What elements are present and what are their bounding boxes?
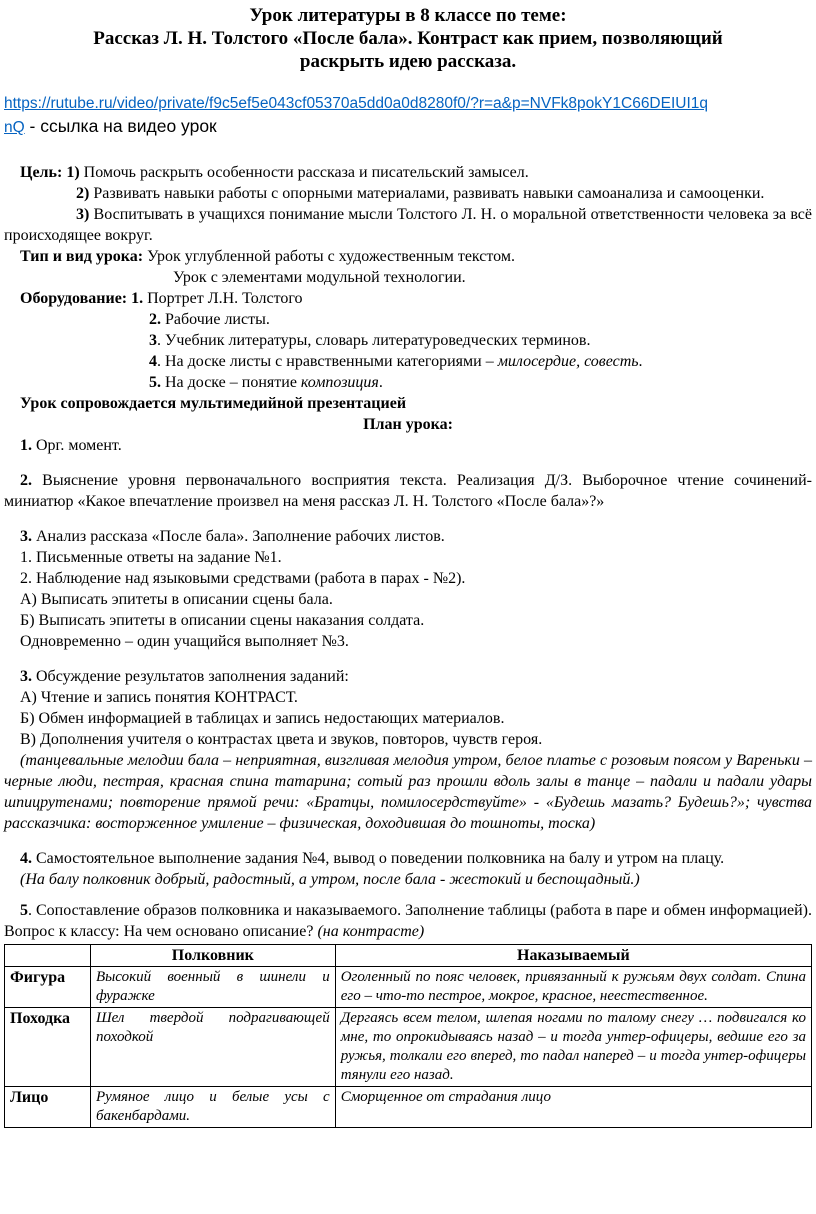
equipment-item-3: 3. Учебник литературы, словарь литературоведческих терминов. xyxy=(149,332,591,349)
colonel-cell: Высокий военный в шинели и фуражке xyxy=(90,967,335,1008)
plan-step-3-line: 2. Наблюдение над языковыми средствами (работа в парах - №2). xyxy=(20,570,466,587)
plan-step-3b: 3. Обсуждение результатов заполнения заданий: xyxy=(20,668,349,685)
punished-cell: Оголенный по пояс человек, привязанный к ружьям двух солдат. Спина его – что-то пестрое, мокрое, красное, неестественное. xyxy=(335,967,811,1008)
contrast-examples: (танцевальные мелодии бала – неприятная, визгливая мелодия утром, белое платье с розовым поясом у Вареньки – черные люди, пестрая, красная спина татарина; сотый раз прошли вдоль залы в танце – падали и падали удары шпицрутенами; повторение прямой речи: «Братцы, помилосердствуйте» - «Будешь мазать? Будешь?»; чувства рассказчика: восторженное умиление – физическая, доходившая до тошноты, тоска) xyxy=(4,752,812,832)
goal-1: Цель: 1) Помочь раскрыть особенности рассказа и писательский замысел. xyxy=(20,164,529,181)
plan-step-3-line: Б) Выписать эпитеты в описании сцены наказания солдата. xyxy=(20,612,425,629)
plan-step-5: 5. Сопоставление образов полковника и наказываемого. Заполнение таблицы (работа в паре и обмен информацией). Вопрос к классу: На чем основано описание? (на контрасте) xyxy=(4,902,812,940)
punished-cell: Сморщенное от страдания лицо xyxy=(335,1087,811,1128)
document-title xyxy=(4,4,812,73)
goal-3: 3) Воспитывать в учащихся понимание мысли Толстого Л. Н. о моральной ответственности человека за всё происходящее вокруг. xyxy=(4,206,812,244)
plan-step-1: 1. Орг. момент. xyxy=(20,437,122,454)
table-row xyxy=(5,1008,812,1087)
equipment-item-1: Оборудование: 1. Портрет Л.Н. Толстого xyxy=(20,290,303,307)
table-header: Наказываемый xyxy=(335,945,811,967)
plan-step-4: 4. Самостоятельное выполнение задания №4, вывод о поведении полковника на балу и утром на плацу. xyxy=(20,850,725,867)
comparison-table xyxy=(4,944,812,1128)
plan-step-2: 2. Выяснение уровня первоначального восприятия текста. Реализация Д/З. Выборочное чтение сочинений-миниатюр «Какое впечатление произвел на меня рассказ Л. Н. Толстого «После бала»?» xyxy=(4,472,812,510)
table-header-row xyxy=(5,945,812,967)
title-line-2: Рассказ Л. Н. Толстого «После бала». Контраст как прием, позволяющий xyxy=(93,28,723,49)
row-label: Фигура xyxy=(5,967,91,1008)
table-header xyxy=(5,945,91,967)
goal-label: Цель: 1) xyxy=(20,164,80,181)
multimedia-note: Урок сопровождается мультимедийной презентацией xyxy=(20,395,407,412)
plan-step-3-line: А) Выписать эпитеты в описании сцены бала. xyxy=(20,591,333,608)
equipment-item-4: 4. На доске листы с нравственными категориями – милосердие, совесть. xyxy=(149,353,643,370)
row-label: Походка xyxy=(5,1008,91,1087)
equipment-item-5: 5. На доске – понятие композиция. xyxy=(149,374,383,391)
title-line-3: раскрыть идею рассказа. xyxy=(299,51,517,72)
colonel-cell: Шел твердой подрагивающей походкой xyxy=(90,1008,335,1087)
plan-step-4-conclusion: (На балу полковник добрый, радостный, а утром, после бала - жестокий и беспощадный.) xyxy=(20,871,640,888)
table-header: Полковник xyxy=(90,945,335,967)
plan-title: План урока: xyxy=(363,416,453,433)
table-row xyxy=(5,1087,812,1128)
plan-step-3b-line: А) Чтение и запись понятия КОНТРАСТ. xyxy=(20,689,298,706)
plan-step-3: 3. Анализ рассказа «После бала». Заполнение рабочих листов. xyxy=(20,528,445,545)
video-link-tail[interactable]: nQ xyxy=(4,119,25,136)
document-page xyxy=(4,0,812,1128)
title-line-1: Урок литературы в 8 классе по теме: xyxy=(249,5,567,26)
lesson-type-2: Урок с элементами модульной технологии. xyxy=(173,269,466,286)
colonel-cell: Румяное лицо и белые усы с бакенбардами. xyxy=(90,1087,335,1128)
equipment-label: Оборудование: xyxy=(20,290,128,307)
video-link[interactable]: https://rutube.ru/video/private/f9c5ef5e043cf05370a5dd0a0d8280f0/?r=a&p=NVFk8pokY1C66DEIUI1q xyxy=(4,95,709,112)
lesson-type: Тип и вид урока: Урок углубленной работы с художественным текстом. xyxy=(20,248,515,265)
plan-step-3-line: Одновременно – один учащийся выполняет №3. xyxy=(20,633,349,650)
video-link-line xyxy=(4,114,812,140)
video-link-caption: - ссылка на видео урок xyxy=(24,116,217,136)
plan-step-3b-line: Б) Обмен информацией в таблицах и запись недостающих материалов. xyxy=(20,710,505,727)
equipment-item-2: 2. Рабочие листы. xyxy=(149,311,270,328)
table-row xyxy=(5,967,812,1008)
punished-cell: Дергаясь всем телом, шлепая ногами по талому снегу … подвигался ко мне, то опрокидываясь назад – и тогда унтер-офицеры, ведшие его за ружья, толкали его вперед, то падал наперед – и тогда унтер-офицеры тянули его назад. xyxy=(335,1008,811,1087)
row-label: Лицо xyxy=(5,1087,91,1128)
plan-step-3-line: 1. Письменные ответы на задание №1. xyxy=(20,549,282,566)
goal-2: 2) Развивать навыки работы с опорными материалами, развивать навыки самоанализа и самооценки. xyxy=(76,185,765,202)
plan-step-3b-line: В) Дополнения учителя о контрастах цвета и звуков, повторов, чувств героя. xyxy=(20,731,543,748)
